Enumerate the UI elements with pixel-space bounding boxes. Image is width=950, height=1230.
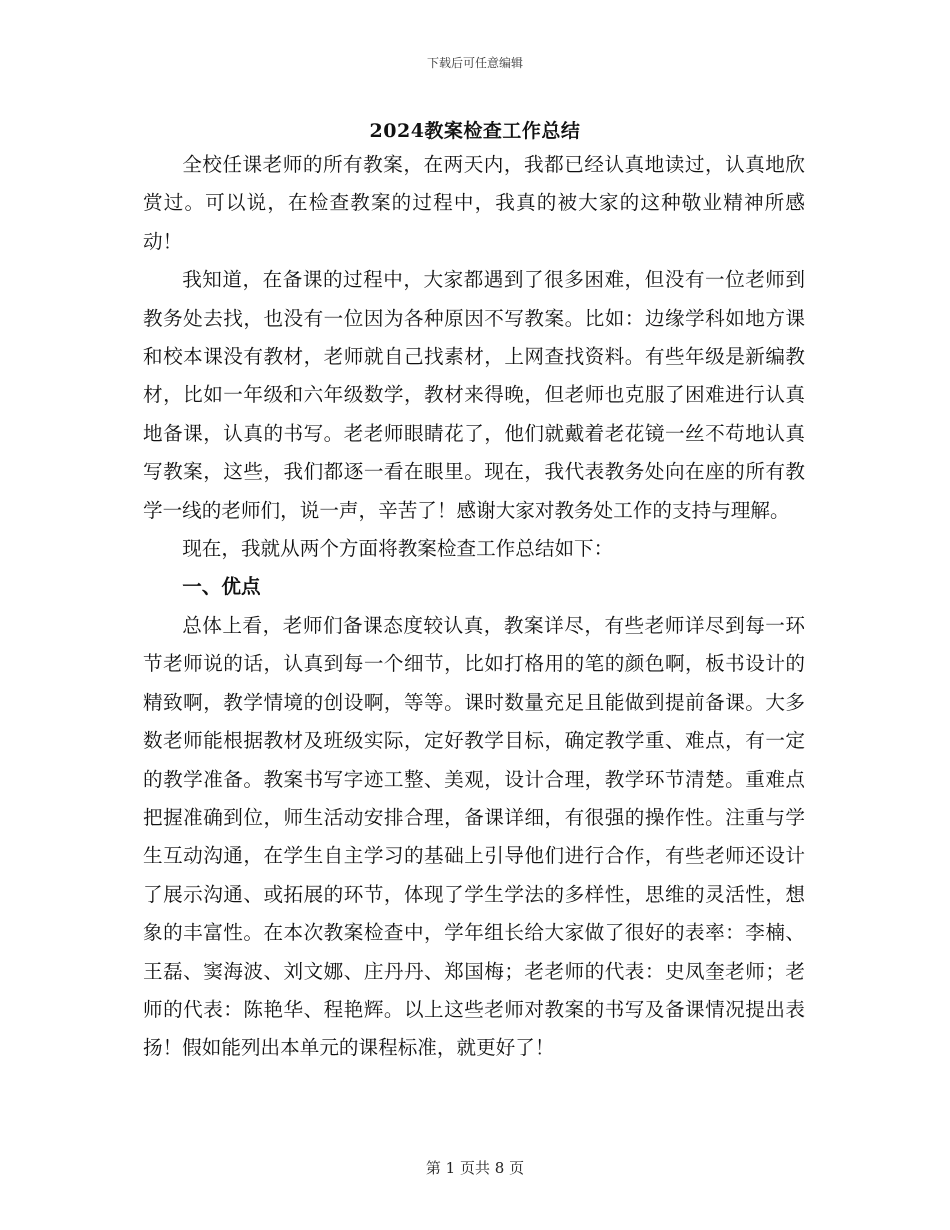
paragraph-summary-lead: 现在，我就从两个方面将教案检查工作总结如下： [182, 537, 614, 561]
document-title: 2024教案检查工作总结 [369, 120, 581, 142]
paragraph-intro: 全校任课老师的所有教案，在两天内，我都已经认真地读过，认真地欣赏过。可以说，在检查教案的过程中，我真的被大家的这种敬业精神所感动！ [143, 153, 805, 253]
section-heading-strengths: 一、优点 [182, 575, 261, 599]
document-body [143, 146, 805, 1068]
page-header-note: 下载后可任意编辑 [426, 56, 523, 70]
paragraph-strengths: 总体上看，老师们备课态度较认真，教案详尽，有些老师详尽到每一环节老师说的话，认真到每一个细节，比如打格用的笔的颜色啊，板书设计的精致啊，教学情境的创设啊，等等。课时数量充足且能做到提前备课。大多数老师能根据教材及班级实际，定好教学目标，确定教学重、难点，有一定的教学准备。教案书写字迹工整、美观，设计合理，教学环节清楚。重难点把握准确到位，师生活动安排合理，备课详细，有很强的操作性。注重与学生互动沟通，在学生自主学习的基础上引导他们进行合作，有些老师还设计了展示沟通、或拓展的环节，体现了学生学法的多样性，思维的灵活性，想象的丰富性。在本次教案检查中，学年组长给大家做了很好的表率：李楠、王磊、窦海波、刘文娜、庄丹丹、郑国梅；老老师的代表：史凤奎老师；老师的代表：陈艳华、程艳辉。以上这些老师对教案的书写及备课情况提出表扬！假如能列出本单元的课程标准，就更好了！ [143, 613, 805, 1060]
page-number-footer: 第 1 页共 8 页 [425, 1159, 525, 1177]
paragraph-difficulties: 我知道，在备课的过程中，大家都遇到了很多困难，但没有一位老师到教务处去找，也没有一位因为各种原因不写教案。比如：边缘学科如地方课和校本课没有教材，老师就自己找素材，上网查找资料。有些年级是新编教材，比如一年级和六年级数学，教材来得晚，但老师也克服了困难进行认真地备课，认真的书写。老老师眼睛花了，他们就戴着老花镜一丝不苟地认真写教案，这些，我们都逐一看在眼里。现在，我代表教务处向在座的所有教学一线的老师们，说一声，辛苦了！感谢大家对教务处工作的支持与理解。 [143, 268, 805, 522]
